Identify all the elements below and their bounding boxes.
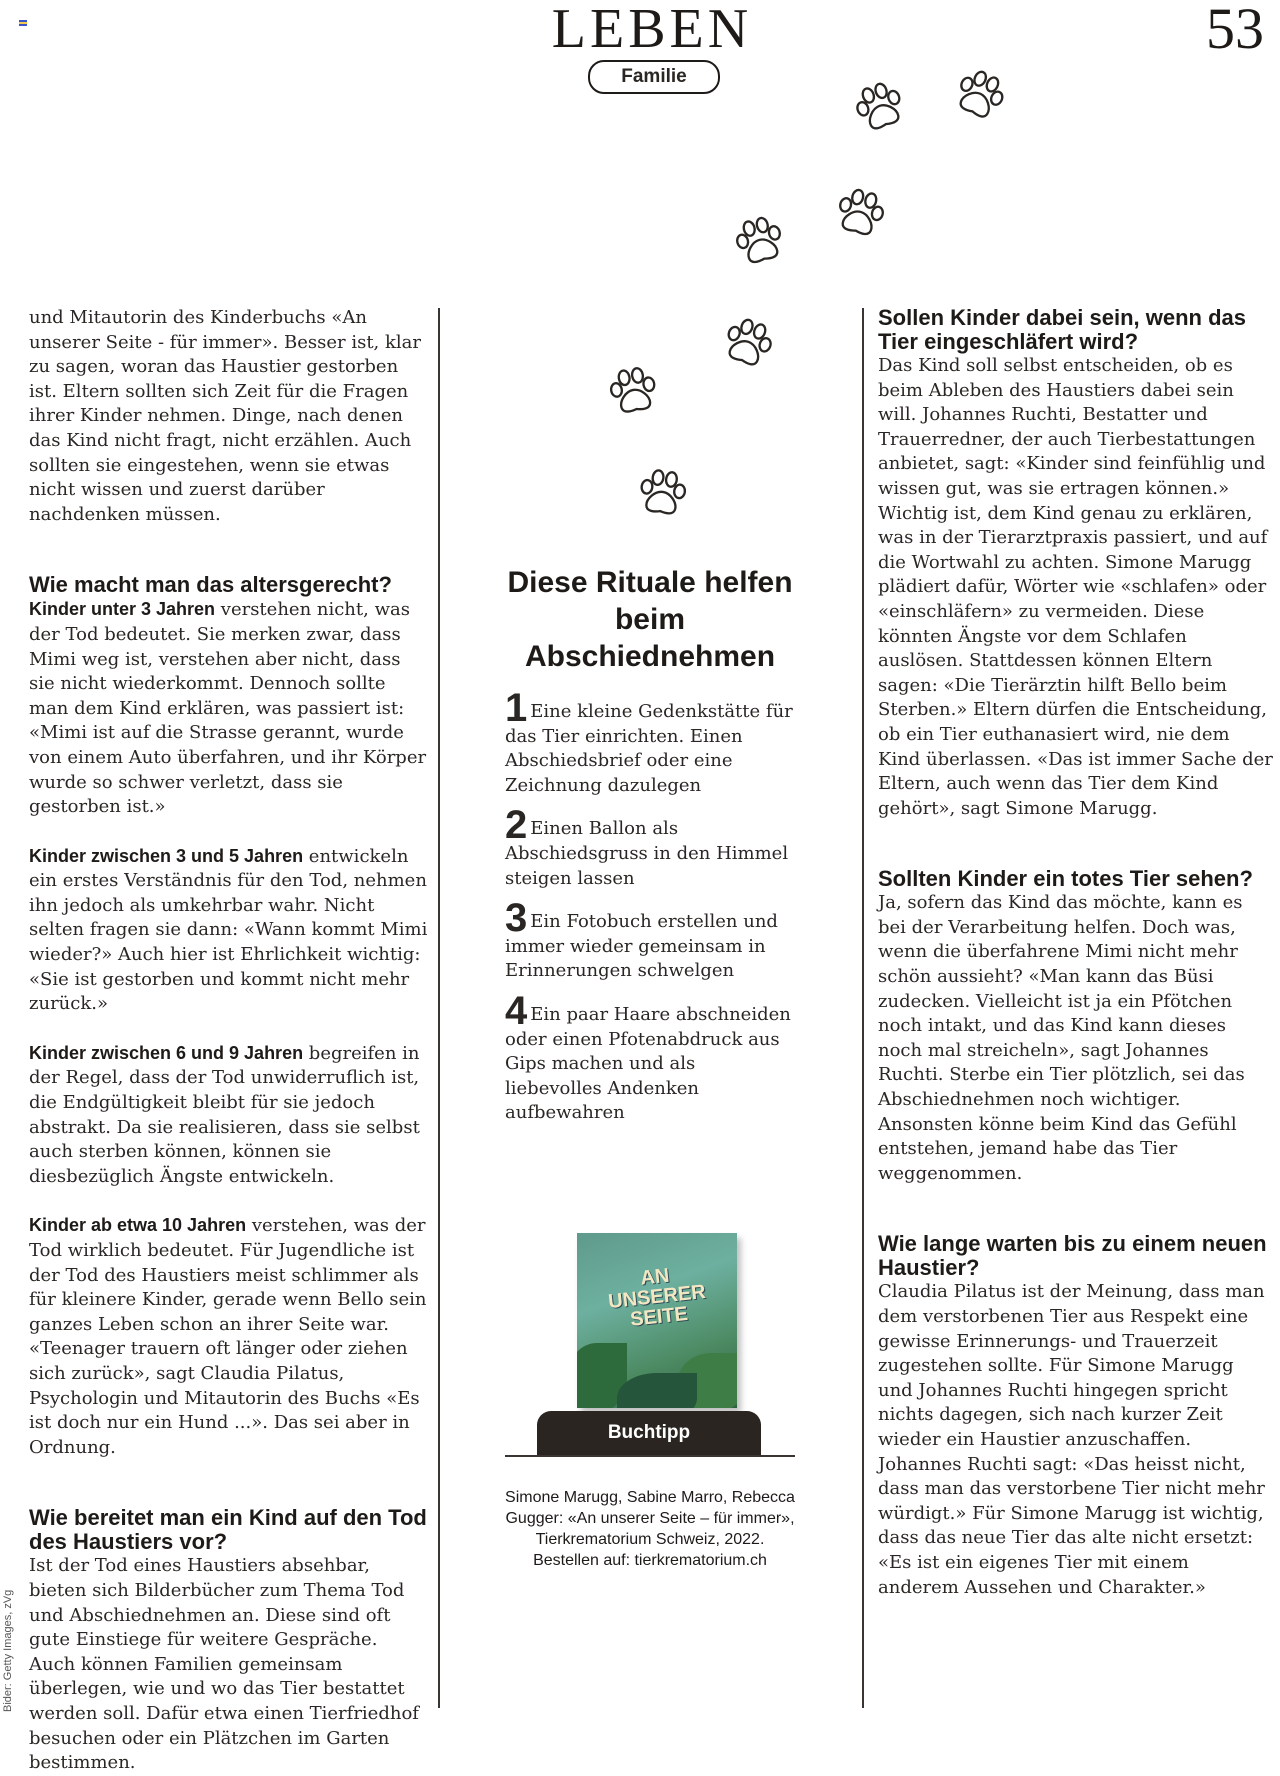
intro-paragraph: und Mitautorin des Kinderbuchs «An unserer Seite - für immer». Besser ist, klar zu sagen, woran das Haustier gestorben ist. Eltern sollten sich Zeit für die Fragen ihrer Kinder nehmen. Dinge, nach denen das Kind nicht fragt, nicht erzählen. Auch sollten sie eingestehen, wenn sie etwas nicht wissen und zuerst darüber nachdenken müssen. xyxy=(29,307,422,525)
ritual-text: Ein paar Haare abschneiden oder einen Pfotenabdruck aus Gips machen und als liebevolles Andenken aufbewahren xyxy=(505,1003,791,1124)
ritual-item xyxy=(505,686,795,798)
lead-from-10: Kinder ab etwa 10 Jahren xyxy=(29,1215,247,1236)
section-title: LEBEN xyxy=(551,0,753,60)
heading-prepare: Wie bereitet man ein Kind auf den Tod des Haustiers vor? xyxy=(29,1505,427,1555)
heading-new-pet: Wie lange warten bis zu einem neuen Haustier? xyxy=(878,1231,1267,1281)
image-credit: Bider: Getty Images, zVg xyxy=(2,1589,14,1712)
paragraph-3-to-5 xyxy=(29,844,429,1017)
book-details: Simone Marugg, Sabine Marro, Rebecca Gugger: «An unserer Seite – für immer», Tierkrematorium Schweiz, 2022. Bestellen auf: tierkrematorium.ch xyxy=(505,1489,795,1569)
buchtipp-divider xyxy=(505,1455,795,1457)
lead-6-to-9: Kinder zwischen 6 und 9 Jahren xyxy=(29,1042,304,1063)
ritual-item xyxy=(505,803,795,891)
text-3-to-5: entwickeln ein erstes Verständnis für den Tod, nehmen ihn jedoch als umkehrbar wahr. Nicht selten fragen sie dann: «Wann kommt Mimi wieder?» Auch hier ist Ehrlichkeit wichtig: «Sie ist gestorben und kommt nicht mehr zurück.» xyxy=(29,845,428,1015)
heading-dead-animal: Sollten Kinder ein totes Tier sehen? xyxy=(878,866,1253,892)
heading-euthanasia: Sollen Kinder dabei sein, wenn das Tier eingeschläfert wird? xyxy=(878,305,1246,354)
ritual-item xyxy=(505,896,795,984)
lead-3-to-5: Kinder zwischen 3 und 5 Jahren xyxy=(29,845,304,866)
paw-print-icon xyxy=(942,54,1019,131)
buchtipp-label: Buchtipp xyxy=(537,1411,761,1455)
left-column xyxy=(29,306,429,1776)
paragraph-6-to-9 xyxy=(29,1041,429,1190)
rituals-title: Diese Rituale helfen beim Abschiednehmen xyxy=(507,566,793,673)
heading-age-appropriate: Wie macht man das altersgerecht? xyxy=(29,572,392,598)
new-pet-paragraph: Claudia Pilatus ist der Meinung, dass man dem verstorbenen Tier aus Respekt eine gewisse Erinnerungs- und Trauerzeit zugestehen sollte. Für Simone Marugg und Johannes Ruchti hingegen spricht nichts dagegen, sich nach kurzer Zeit wieder ein Haustier anzuschaffen. Johannes Ruchti sagt: «Das heisst nicht, dass man das verstorbene Tier nicht mehr würdigt.» Für Simone Marugg ist wichtig, dass das neue Tier das alte nicht ersetzt: «Es ist ein eigenes Tier mit einem anderem Aussehen und Charakter.» xyxy=(878,1281,1265,1598)
subsection-label: Familie xyxy=(588,60,720,94)
ritual-text: Eine kleine Gedenkstätte für das Tier einrichten. Einen Abschiedsbrief oder eine Zeichnung dazulegen xyxy=(505,701,793,796)
paw-print-icon xyxy=(599,355,666,422)
ritual-number: 3 xyxy=(505,896,528,941)
ritual-number: 2 xyxy=(505,803,528,848)
right-column xyxy=(878,306,1273,1600)
column-divider xyxy=(862,308,864,1708)
paw-print-icon xyxy=(825,175,896,246)
paw-print-icon xyxy=(842,68,916,142)
ritual-text: Ein Fotobuch erstellen und immer wieder gemeinsam in Erinnerungen schwelgen xyxy=(505,911,778,982)
rituals-box xyxy=(505,564,795,1138)
paragraph-under-3 xyxy=(29,597,429,819)
book-cover-title: AN UNSERER SEITE xyxy=(607,1264,707,1331)
paw-print-icon xyxy=(712,304,786,378)
column-divider xyxy=(438,308,440,1708)
text-under-3: verstehen nicht, was der Tod bedeutet. Sie merken zwar, dass Mimi weg ist, verstehen aber nicht, dass sie nicht wiederkommt. Dennoch sollte man dem Kind erklären, was passiert ist: «Mimi ist auf die Strasse gerannt, wurde von einem Auto überfahren, und ihr Körper wurde so schwer verletzt, dass sie gestorben ist.» xyxy=(29,599,427,818)
prepare-paragraph: Ist der Tod eines Haustiers absehbar, bieten sich Bilderbücher zum Thema Tod und Abschiednehmen an. Diese sind oft gute Einstiege für weitere Gespräche. Auch können Familien gemeinsam überlegen, wie und wo das Tier bestattet werden soll. Dafür etwa einen Tierfriedhof besuchen oder ein Plätzchen im Garten bestimmen. xyxy=(29,1555,419,1774)
ritual-number: 1 xyxy=(505,686,528,730)
text-from-10: verstehen, was der Tod wirklich bedeutet. Für Jugendliche ist der Tod des Haustiers meist schlimmer als für kleinere Kinder, gerade wenn Bello sein ganzes Leben schon an ihrer Seite war. «Teenager trauern oft länger oder ziehen sich zurück», sagt Claudia Pilatus, Psychologin und Mitautorin des Buchs «Es ist doch nur ein Hund ...». Das sei aber in Ordnung. xyxy=(29,1215,427,1458)
dead-animal-paragraph: Ja, sofern das Kind das möchte, kann es bei der Verarbeitung helfen. Doch was, wenn die überfahrene Mimi nicht mehr schön aussieht? «Man kann das Büsi zudecken. Vielleicht ist ja ein Pfötchen noch intakt, und das Kind kann dieses noch mal streicheln», sagt Johannes Ruchti. Sterbe ein Tier plötzlich, sei das Abschiednehmen noch wichtiger. Ansonsten könne beim Kind das Gefühl entstehen, jemand habe das Tier weggenommen. xyxy=(878,892,1245,1184)
page-number: 53 xyxy=(1206,0,1264,61)
text-6-to-9: begreifen in der Regel, dass der Tod unwiderruflich ist, die Endgültigkeit bleibt für sie jedoch abstrakt. Da sie realisieren, dass sie selbst auch sterben können, können sie diesbezüglich Ängste entwickeln. xyxy=(29,1042,420,1187)
paragraph-from-10 xyxy=(29,1213,429,1460)
paw-print-icon xyxy=(723,203,794,274)
ritual-number: 4 xyxy=(505,988,528,1033)
euthanasia-paragraph: Das Kind soll selbst entscheiden, ob es beim Ableben des Haustiers dabei sein will. Johannes Ruchti, Bestatter und Trauerredner, der auch Tierbestattungen anbietet, sagt: «Kinder sind feinfühlig und wissen gut, was sie ertragen können.» Wichtig ist, dem Kind genau zu erklären, was in der Tierarztpraxis passiert, und auf die Wortwahl zu achten. Simone Marugg plädiert dafür, Wörter wie «schlafen» oder «einschläfern» zu vermeiden. Diese könnten Ängste vor dem Schlafen auslösen. Stattdessen können Eltern sagen: «Die Tierärztin hilft Bello beim Sterben.» Eltern dürfen die Entscheidung, ob ein Tier euthanasiert wird, nie dem Kind überlassen. «Das ist immer Sache der Eltern, auch wenn das Tier dem Kind gehört», sagt Simone Marugg. xyxy=(878,355,1273,819)
book-cover-image xyxy=(577,1233,737,1408)
ritual-item xyxy=(505,988,795,1126)
ritual-text: Einen Ballon als Abschiedsgruss in den Himmel steigen lassen xyxy=(505,818,789,889)
lead-under-3: Kinder unter 3 Jahren xyxy=(29,599,216,620)
paw-print-icon xyxy=(630,458,696,524)
